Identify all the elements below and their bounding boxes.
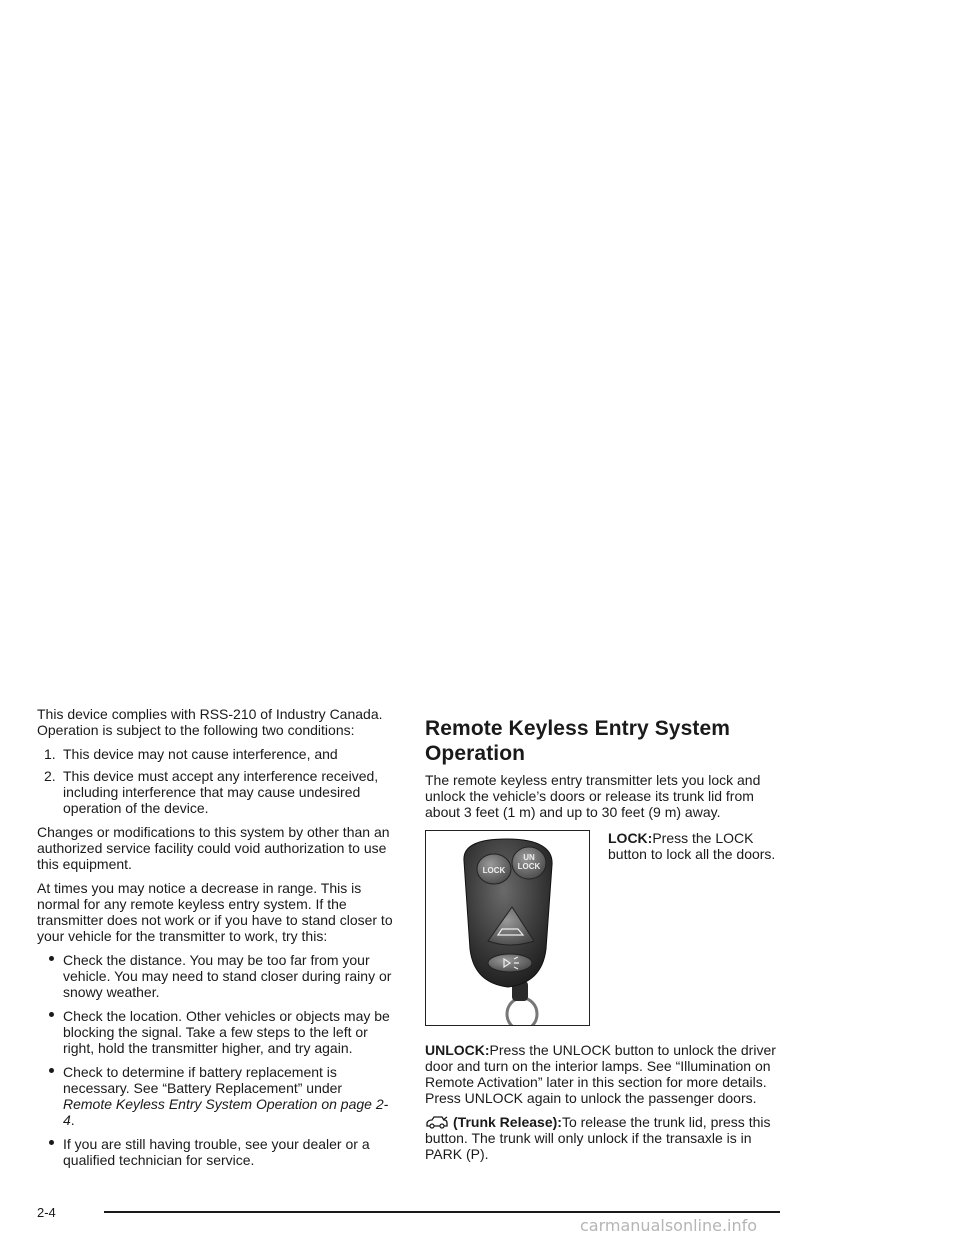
bullet-item: If you are still having trouble, see your dealer or a qualified technician for service. [37,1136,393,1168]
left-column [37,706,393,1176]
watermark: carmanualsonline.info [580,1216,758,1235]
fob-unlock-label-1: UN [523,853,535,862]
range-paragraph: At times you may notice a decrease in range. This is normal for any remote keyless entry system. If the transmitter does not work or if you have to stand closer to your vehicle for the transmitter to work, try this: [37,880,393,944]
lock-description: LOCK:Press the LOCK button to lock all the doors. [608,830,776,862]
bullet-item: Check the distance. You may be too far from your vehicle. You may need to stand closer during rainy or snowy weather. [37,952,393,1000]
unlock-label: UNLOCK: [425,1042,490,1058]
footer-rule [104,1211,780,1213]
changes-warning: Changes or modifications to this system by other than an authorized service facility could void authorization to use this equipment. [37,824,390,872]
condition-item: 2. This device must accept any interference received, including interference that may cause undesired operation of the device. [44,768,379,816]
bullet-item: Check the location. Other vehicles or objects may be blocking the signal. Take a few steps to the left or right, hold the transmitter higher, and try again. [37,1008,393,1056]
rss-intro: This device complies with RSS-210 of Industry Canada. Operation is subject to the following two conditions: [37,706,383,738]
rke-intro: The remote keyless entry transmitter lets you lock and unlock the vehicle’s doors or release its trunk lid from about 3 feet (1 m) and up to 30 feet (9 m) away. [425,772,761,820]
trunk-label: (Trunk Release): [453,1114,562,1130]
condition-item: 1. This device may not cause interference, and [44,746,338,762]
right-column [425,716,781,1170]
trunk-release-icon [425,1115,449,1129]
trunk-description: (Trunk Release):To release the trunk lid, press this button. The trunk will only unlock if the transaxle is in PARK (P). [425,1114,771,1162]
fob-unlock-label-2: LOCK [517,862,541,871]
conditions-list [37,746,393,816]
lock-label: LOCK: [608,830,653,846]
fob-lock-label: LOCK [482,866,506,875]
bullet-item: Check to determine if battery replacement is necessary. See “Battery Replacement” under Remote Keyless Entry System Operation on page 2-4. [37,1064,393,1128]
section-heading: Remote Keyless Entry System Operation [425,717,731,765]
unlock-description: UNLOCK:Press the UNLOCK button to unlock the driver door and turn on the interior lamps. See “Illumination on Remote Activation” later in this section for more details. Press UNLOCK again to unlock the passenger doors. [425,1042,776,1106]
page-number: 2-4 [37,1205,56,1220]
key-fob-illustration [425,830,590,1026]
troubleshoot-list [37,952,393,1168]
fob-figure [425,830,781,1030]
cross-reference-link[interactable]: Remote Keyless Entry System Operation on page 2-4 [63,1096,389,1128]
